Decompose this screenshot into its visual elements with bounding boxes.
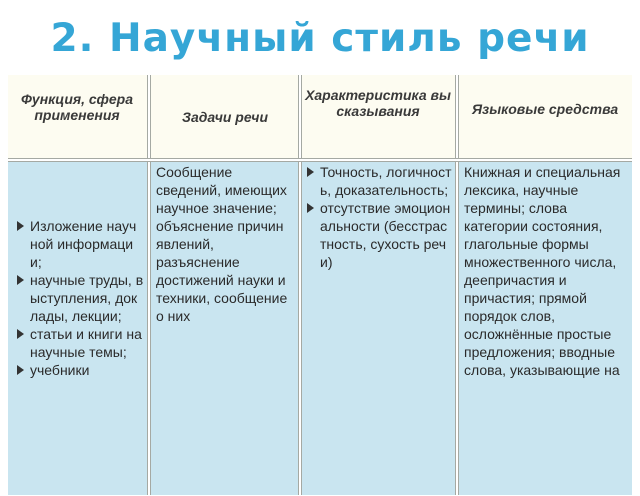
tasks-cell xyxy=(156,163,292,325)
list-item: статьи и книги на научные темы; xyxy=(16,325,144,361)
column-divider xyxy=(456,75,458,495)
list-item: научные труды, выступления, доклады, лекции; xyxy=(16,271,144,325)
header-characteristics: Характеристика высказывания xyxy=(305,87,451,119)
tasks-text: Сообщение сведений, имеющих научное значение; объяснение причин явлений, разъяснение достижений науки и техники, сообщение о них xyxy=(156,164,288,324)
list-item: учебники xyxy=(16,361,144,379)
column-divider xyxy=(299,75,301,495)
language-means-text: Книжная и специальная лексика, научные термины; слова категории состояния, глагольные формы множественного числа, деепричастия и причастия; прямой порядок слов, осложнённые простые предложения; вводные слова, указывающие на xyxy=(464,164,621,378)
list-item: Изложение научной информации; xyxy=(16,217,144,271)
list-item: Точность, логичность, доказательность; xyxy=(306,163,452,199)
language-means-cell xyxy=(464,163,628,379)
function-cell xyxy=(16,217,144,379)
header-divider xyxy=(8,159,632,161)
characteristics-cell xyxy=(306,163,452,271)
header-function: Функция, сфера применения xyxy=(21,91,133,123)
style-table xyxy=(7,74,633,496)
list-item: отсутствие эмоциональности (бесстрастность, сухость речи) xyxy=(306,199,452,271)
header-tasks: Задачи речи xyxy=(182,109,268,125)
column-divider xyxy=(148,75,150,495)
slide-title: 2. Научный стиль речи xyxy=(50,16,590,61)
header-language-means: Языковые средства xyxy=(471,101,619,117)
